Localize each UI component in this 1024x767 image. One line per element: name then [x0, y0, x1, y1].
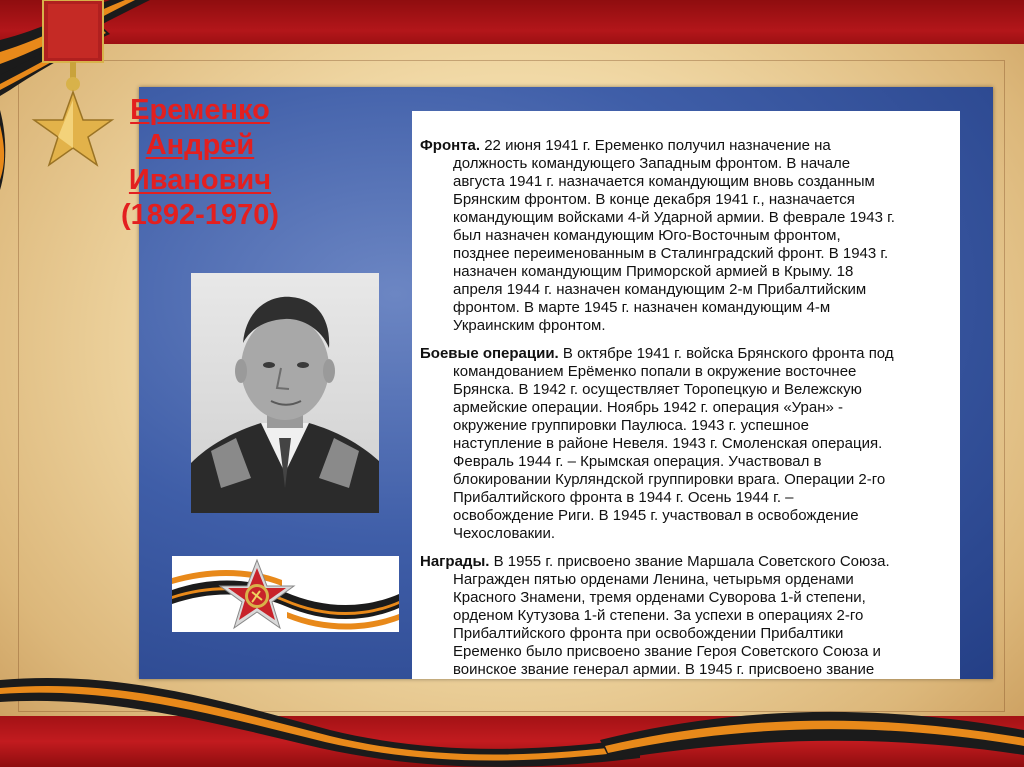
section-heading: Боевые операции.	[420, 345, 559, 362]
title-surname: Еременко	[130, 94, 270, 126]
text-line: Прибалтийского фронта в 1944 г. Осень 1944 г. –	[453, 489, 794, 506]
text-line: был назначен командующим Юго-Восточным фронтом,	[453, 227, 841, 244]
title-years: (1892-1970)	[121, 199, 279, 231]
biography-text	[412, 111, 960, 679]
text-line: Февраль 1944 г. – Крымская операция. Участвовал в	[453, 453, 822, 470]
section-heading: Фронта.	[420, 137, 481, 154]
text-line: армейские операции. Ноябрь 1942 г. операция «Уран» -	[453, 399, 843, 416]
text-line: Брянска. В 1942 г. осуществляет Торопецкую и Вележскую	[453, 381, 862, 398]
title-patronymic: Иванович	[128, 164, 272, 196]
text-line: Брянским фронтом. В конце декабря 1941 г., назначается	[453, 191, 855, 208]
section-operations	[420, 345, 952, 543]
text-line: апреля 1944 г. назначен командующим 2-м Прибалтийским	[453, 281, 867, 298]
section-awards	[420, 553, 952, 679]
text-line: командованием Ерёменко попали в окружение восточнее	[453, 363, 857, 380]
text-line: 22 июня 1941 г. Еременко получил назначение на	[480, 137, 831, 154]
portrait-photo	[191, 273, 379, 513]
text-line: августа 1941 г. назначается командующим вновь созданным	[453, 173, 875, 190]
text-line: окружение группировки Паулюса. 1943 г. успешное	[453, 417, 809, 434]
text-line: фронтом. В марте 1945 г. назначен командующим 4-м	[453, 299, 831, 316]
text-line: командующим войсками 4-й Ударной армии. В феврале 1943 г.	[453, 209, 895, 226]
text-line: Еременко было присвоено звание Героя Советского Союза и	[453, 643, 881, 660]
text-line: наступление в районе Невеля. 1943 г. Смоленская операция.	[453, 435, 883, 452]
text-line: Красного Знамени, тремя орденами Суворова 1-й степени,	[453, 589, 866, 606]
text-line: Украинским фронтом.	[453, 317, 606, 334]
text-line: должность командующего Западным фронтом. В начале	[453, 155, 851, 172]
title-first-name: Андрей	[145, 129, 255, 161]
section-heading: Награды.	[420, 553, 490, 570]
text-line: блокировании Курляндской группировки врага. Операции 2-го	[453, 471, 886, 488]
text-line: освобождение Риги. В 1945 г. участвовал в освобождение	[453, 507, 859, 524]
text-line: Чехословакии.	[453, 525, 556, 542]
text-line: Прибалтийского фронта при освобождении Прибалтики	[453, 625, 844, 642]
text-line: назначен командующим Приморской армией в Крыму. 18	[453, 263, 854, 280]
text-line: позднее переименованным в Сталинградский фронт. В 1943 г.	[453, 245, 889, 262]
section-fronts	[420, 137, 952, 335]
order-of-patriotic-war-icon	[172, 556, 399, 632]
text-line: В 1955 г. присвоено звание Маршала Советского Союза.	[489, 553, 890, 570]
text-line: В октябре 1941 г. войска Брянского фронта под	[558, 345, 894, 362]
text-line: воинское звание генерал армии. В 1945 г. присвоено звание	[453, 661, 875, 678]
order-emblem	[172, 556, 399, 632]
text-line: орденом Кутузова 1-й степени. За успехи в операциях 2-го	[453, 607, 864, 624]
page-title	[0, 93, 400, 233]
text-line: Награжден пятью орденами Ленина, четырьмя орденами	[453, 571, 854, 588]
